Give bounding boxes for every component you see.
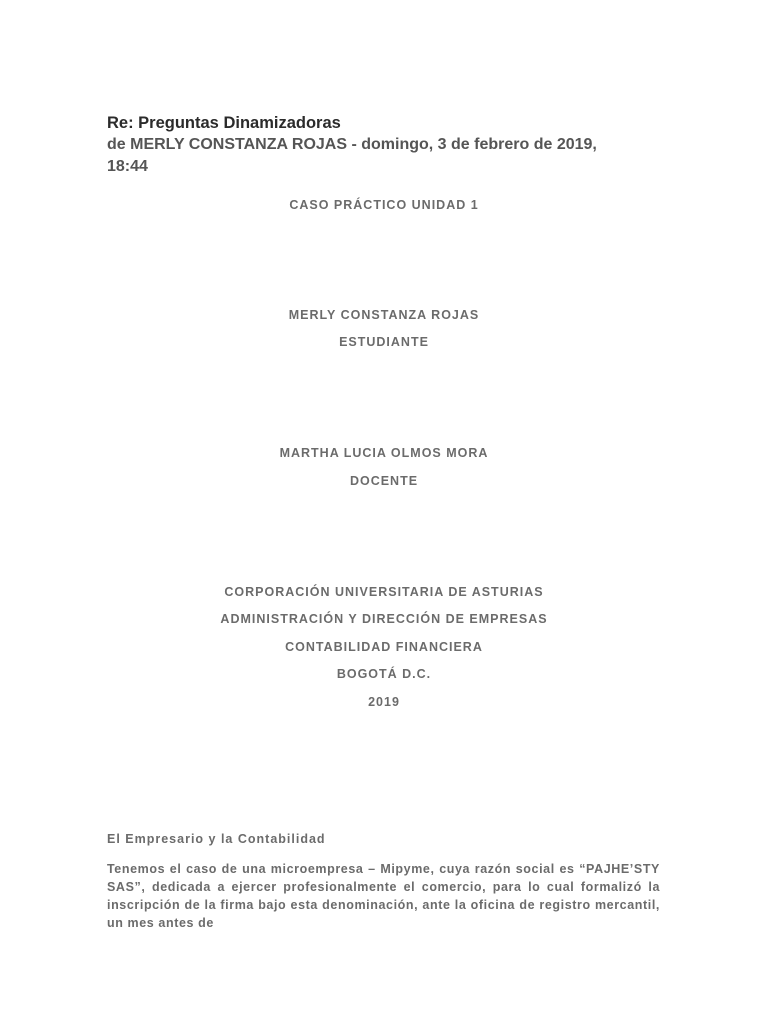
body-paragraph: Tenemos el caso de una microempresa – Mipyme, cuya razón social es “PAJHE’STY SAS”, dedicada a ejercer profesionalmente el comercio, para lo cual formalizó la inscripción de la firma bajo esta denominación, ante la oficina de registro mercantil, un mes antes de	[107, 862, 660, 930]
program-name: ADMINISTRACIÓN Y DIRECCIÓN DE EMPRESAS	[220, 612, 548, 626]
institution-name: CORPORACIÓN UNIVERSITARIA DE ASTURIAS	[224, 585, 544, 599]
teacher-role: DOCENTE	[349, 474, 419, 488]
section-heading: El Empresario y la Contabilidad	[107, 832, 326, 846]
student-name: MERLY CONSTANZA ROJAS	[288, 308, 480, 322]
teacher-name: MARTHA LUCIA OLMOS MORA	[279, 446, 489, 460]
year: 2019	[368, 695, 400, 709]
post-meta-time: 18:44	[107, 158, 148, 175]
course-name: CONTABILIDAD FINANCIERA	[285, 640, 483, 654]
post-meta-author-date: de MERLY CONSTANZA ROJAS - domingo, 3 de febrero de 2019,	[107, 136, 597, 153]
post-title: Re: Preguntas Dinamizadoras	[107, 114, 341, 132]
student-role: ESTUDIANTE	[339, 335, 429, 349]
case-title: CASO PRÁCTICO UNIDAD 1	[289, 198, 479, 212]
post-header	[107, 113, 667, 178]
city: BOGOTÁ D.C.	[336, 667, 432, 681]
